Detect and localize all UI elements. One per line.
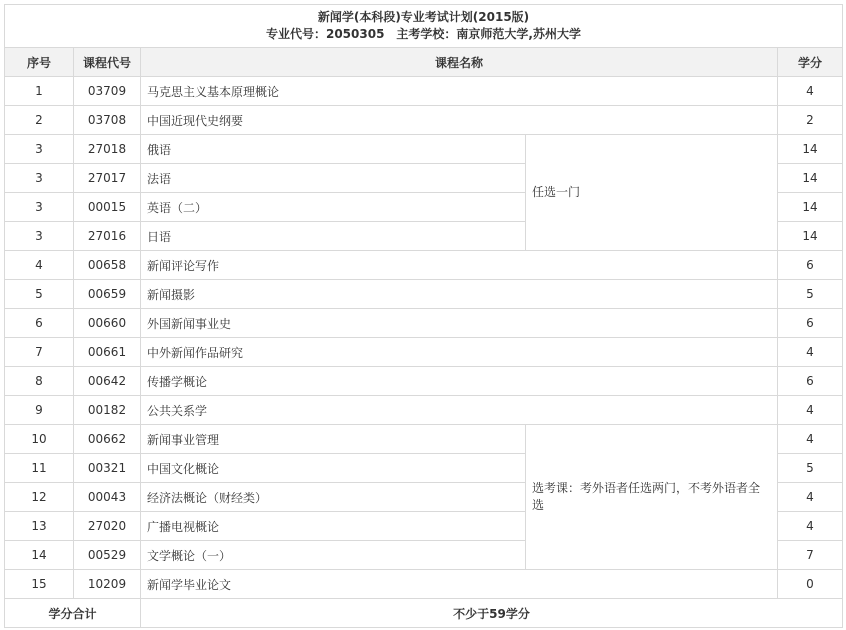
row-credit: 4: [778, 483, 843, 512]
row-credit: 4: [778, 338, 843, 367]
table-row: [5, 425, 843, 454]
row-seq: 10: [5, 425, 74, 454]
row-code: 00661: [74, 338, 141, 367]
row-seq: 1: [5, 77, 74, 106]
total-row: [5, 599, 843, 628]
row-code: 00662: [74, 425, 141, 454]
row-code: 27017: [74, 164, 141, 193]
row-credit: 6: [778, 251, 843, 280]
row-credit: 14: [778, 193, 843, 222]
row-code: 00015: [74, 193, 141, 222]
row-name: 日语: [141, 222, 526, 251]
row-seq: 3: [5, 135, 74, 164]
row-name: 广播电视概论: [141, 512, 526, 541]
row-code: 00321: [74, 454, 141, 483]
language-note: 任选一门: [526, 135, 778, 251]
row-credit: 14: [778, 222, 843, 251]
row-name: 俄语: [141, 135, 526, 164]
row-seq: 12: [5, 483, 74, 512]
row-code: 00642: [74, 367, 141, 396]
header-code: 课程代号: [74, 48, 141, 77]
row-credit: 6: [778, 367, 843, 396]
row-name: 马克思主义基本原理概论: [141, 77, 778, 106]
row-seq: 7: [5, 338, 74, 367]
row-seq: 4: [5, 251, 74, 280]
table-row: [5, 367, 843, 396]
row-code: 00182: [74, 396, 141, 425]
row-name: 经济法概论（财经类）: [141, 483, 526, 512]
row-credit: 4: [778, 396, 843, 425]
row-name: 中外新闻作品研究: [141, 338, 778, 367]
header-name: 课程名称: [141, 48, 778, 77]
table-row: [5, 338, 843, 367]
row-credit: 5: [778, 280, 843, 309]
table-row: [5, 309, 843, 338]
row-seq: 14: [5, 541, 74, 570]
row-name: 文学概论（一）: [141, 541, 526, 570]
row-name: 传播学概论: [141, 367, 778, 396]
row-seq: 2: [5, 106, 74, 135]
row-code: 03708: [74, 106, 141, 135]
row-credit: 0: [778, 570, 843, 599]
table-row: [5, 396, 843, 425]
row-credit: 6: [778, 309, 843, 338]
row-name: 法语: [141, 164, 526, 193]
row-credit: 2: [778, 106, 843, 135]
row-credit: 14: [778, 164, 843, 193]
row-seq: 13: [5, 512, 74, 541]
row-name: 公共关系学: [141, 396, 778, 425]
table-subtitle: 专业代号：2050305 主考学校：南京师范大学,苏州大学: [265, 27, 581, 41]
row-code: 27016: [74, 222, 141, 251]
exam-plan-container: [4, 4, 842, 628]
exam-plan-table: [4, 4, 843, 628]
row-seq: 3: [5, 222, 74, 251]
table-title: 新闻学(本科段)专业考试计划(2015版): [317, 10, 530, 24]
row-seq: 8: [5, 367, 74, 396]
table-row: [5, 106, 843, 135]
row-code: 27020: [74, 512, 141, 541]
header-credit: 学分: [778, 48, 843, 77]
total-label: 学分合计: [5, 599, 141, 628]
header-seq: 序号: [5, 48, 74, 77]
row-name: 新闻摄影: [141, 280, 778, 309]
row-seq: 6: [5, 309, 74, 338]
row-name: 新闻学毕业论文: [141, 570, 778, 599]
row-code: 27018: [74, 135, 141, 164]
table-row: [5, 135, 843, 164]
row-credit: 14: [778, 135, 843, 164]
row-seq: 3: [5, 193, 74, 222]
row-name: 新闻评论写作: [141, 251, 778, 280]
row-seq: 15: [5, 570, 74, 599]
row-code: 00660: [74, 309, 141, 338]
row-code: 03709: [74, 77, 141, 106]
table-title-cell: [5, 5, 843, 48]
row-name: 英语（二）: [141, 193, 526, 222]
row-credit: 4: [778, 425, 843, 454]
row-code: 10209: [74, 570, 141, 599]
row-credit: 7: [778, 541, 843, 570]
row-code: 00659: [74, 280, 141, 309]
elective-note: 选考课：考外语者任选两门，不考外语者全选: [526, 425, 778, 570]
row-code: 00043: [74, 483, 141, 512]
table-row: [5, 77, 843, 106]
row-name: 新闻事业管理: [141, 425, 526, 454]
row-credit: 4: [778, 512, 843, 541]
header-row: [5, 48, 843, 77]
row-seq: 9: [5, 396, 74, 425]
row-name: 外国新闻事业史: [141, 309, 778, 338]
table-row: [5, 570, 843, 599]
row-seq: 5: [5, 280, 74, 309]
total-value: 不少于59学分: [141, 599, 843, 628]
row-code: 00529: [74, 541, 141, 570]
row-name: 中国近现代史纲要: [141, 106, 778, 135]
row-seq: 11: [5, 454, 74, 483]
table-row: [5, 251, 843, 280]
row-name: 中国文化概论: [141, 454, 526, 483]
row-seq: 3: [5, 164, 74, 193]
table-row: [5, 280, 843, 309]
row-credit: 5: [778, 454, 843, 483]
row-credit: 4: [778, 77, 843, 106]
row-code: 00658: [74, 251, 141, 280]
